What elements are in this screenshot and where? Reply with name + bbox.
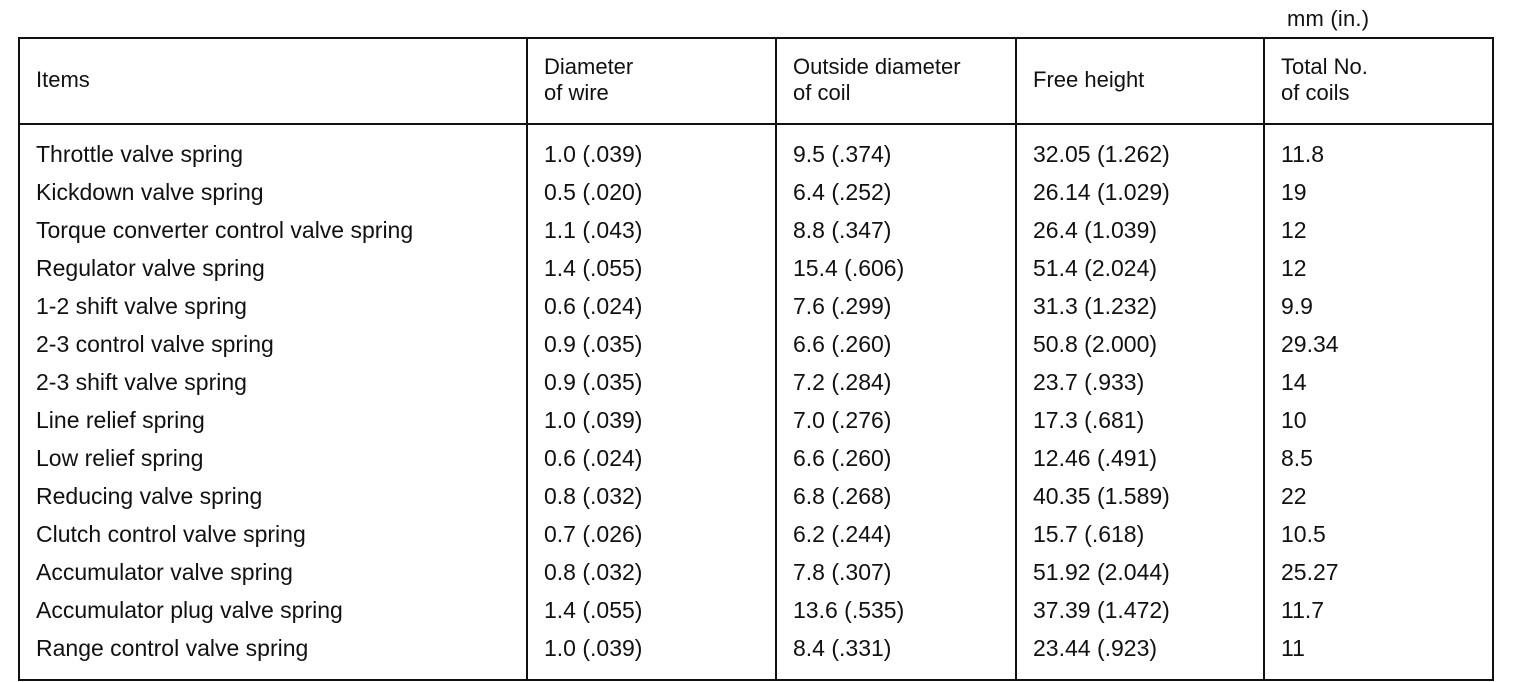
cell-total-coils: 10.5 — [1264, 515, 1493, 553]
cell-item-name: Regulator valve spring — [36, 255, 265, 281]
cell-coil-outside-diameter: 8.8 (.347) — [776, 211, 1016, 249]
cell-total-coils: 19 — [1264, 173, 1493, 211]
cell-total-coils: 12 — [1264, 211, 1493, 249]
unit-label: mm (in.) — [1287, 6, 1370, 31]
cell-wire-diameter: 0.7 (.026) — [527, 515, 776, 553]
cell-total-coils: 12 — [1264, 249, 1493, 287]
cell-total-coils: 22 — [1264, 477, 1493, 515]
cell-coil-outside-diameter: 7.2 (.284) — [776, 363, 1016, 401]
cell-free-height: 50.8 (2.000) — [1016, 325, 1264, 363]
cell-coil-outside-diameter: 15.4 (.606) — [776, 249, 1016, 287]
cell-coil-outside-diameter: 6.6 (.260) — [776, 325, 1016, 363]
cell-total-coils: 10 — [1264, 401, 1493, 439]
header-total-coils-line-2: of coils — [1281, 80, 1350, 105]
cell-free-height: 15.7 (.618) — [1016, 515, 1264, 553]
cell-wire-diameter: 0.9 (.035) — [527, 325, 776, 363]
table-row — [19, 477, 1493, 515]
header-diameter-of-wire-line-1: Diameter — [544, 54, 634, 79]
cell-coil-outside-diameter: 6.4 (.252) — [776, 173, 1016, 211]
header-diameter-of-wire — [527, 38, 776, 124]
table-row — [19, 629, 1493, 680]
cell-item-name: Accumulator plug valve spring — [36, 597, 343, 623]
cell-free-height: 12.46 (.491) — [1016, 439, 1264, 477]
cell-free-height: 51.92 (2.044) — [1016, 553, 1264, 591]
cell-wire-diameter: 1.4 (.055) — [527, 249, 776, 287]
table-row — [19, 401, 1493, 439]
cell-wire-diameter: 1.4 (.055) — [527, 591, 776, 629]
cell-coil-outside-diameter: 7.6 (.299) — [776, 287, 1016, 325]
cell-coil-outside-diameter: 13.6 (.535) — [776, 591, 1016, 629]
header-free-height-line-1: Free height — [1033, 67, 1145, 92]
header-outside-diameter-line-2: of coil — [793, 80, 851, 105]
cell-item-name: 1-2 shift valve spring — [36, 293, 247, 319]
cell-coil-outside-diameter: 7.0 (.276) — [776, 401, 1016, 439]
header-total-coils-line-1: Total No. — [1281, 54, 1368, 79]
cell-item-name: Clutch control valve spring — [36, 521, 306, 547]
cell-free-height: 23.44 (.923) — [1016, 629, 1264, 680]
table-row — [19, 211, 1493, 249]
cell-wire-diameter: 0.9 (.035) — [527, 363, 776, 401]
header-free-height — [1016, 38, 1264, 124]
cell-free-height: 23.7 (.933) — [1016, 363, 1264, 401]
cell-free-height: 51.4 (2.024) — [1016, 249, 1264, 287]
cell-item-name: Low relief spring — [36, 445, 204, 471]
table-header — [19, 38, 1493, 124]
cell-wire-diameter: 0.6 (.024) — [527, 287, 776, 325]
cell-total-coils: 11.8 — [1264, 124, 1493, 173]
cell-free-height: 26.4 (1.039) — [1016, 211, 1264, 249]
cell-coil-outside-diameter: 6.8 (.268) — [776, 477, 1016, 515]
cell-total-coils: 29.34 — [1264, 325, 1493, 363]
header-outside-diameter-line-1: Outside diameter — [793, 54, 961, 79]
header-items-line-1: Items — [36, 67, 90, 92]
header-diameter-of-wire-line-2: of wire — [544, 80, 609, 105]
cell-free-height: 17.3 (.681) — [1016, 401, 1264, 439]
header-outside-diameter-of-coil — [776, 38, 1016, 124]
cell-total-coils: 14 — [1264, 363, 1493, 401]
cell-coil-outside-diameter: 8.4 (.331) — [776, 629, 1016, 680]
spring-spec-table — [18, 37, 1494, 681]
table-row — [19, 363, 1493, 401]
cell-wire-diameter: 0.6 (.024) — [527, 439, 776, 477]
cell-item-name: 2-3 shift valve spring — [36, 369, 247, 395]
header-total-coils — [1264, 38, 1493, 124]
cell-item-name: Accumulator valve spring — [36, 559, 293, 585]
header-items — [19, 38, 527, 124]
cell-total-coils: 11 — [1264, 629, 1493, 680]
table-row — [19, 515, 1493, 553]
cell-coil-outside-diameter: 7.8 (.307) — [776, 553, 1016, 591]
cell-coil-outside-diameter: 6.6 (.260) — [776, 439, 1016, 477]
header-row — [19, 38, 1493, 124]
cell-total-coils: 8.5 — [1264, 439, 1493, 477]
cell-free-height: 31.3 (1.232) — [1016, 287, 1264, 325]
cell-coil-outside-diameter: 6.2 (.244) — [776, 515, 1016, 553]
cell-item-name: Kickdown valve spring — [36, 179, 264, 205]
cell-wire-diameter: 0.8 (.032) — [527, 477, 776, 515]
cell-item-name: Torque converter control valve spring — [36, 217, 414, 243]
cell-free-height: 37.39 (1.472) — [1016, 591, 1264, 629]
cell-item-name: Throttle valve spring — [36, 141, 244, 167]
table-row — [19, 591, 1493, 629]
cell-total-coils: 25.27 — [1264, 553, 1493, 591]
cell-free-height: 32.05 (1.262) — [1016, 124, 1264, 173]
table-row — [19, 325, 1493, 363]
table-row — [19, 553, 1493, 591]
cell-free-height: 26.14 (1.029) — [1016, 173, 1264, 211]
cell-free-height: 40.35 (1.589) — [1016, 477, 1264, 515]
cell-wire-diameter: 0.8 (.032) — [527, 553, 776, 591]
table-body — [19, 124, 1493, 680]
table-row — [19, 173, 1493, 211]
cell-wire-diameter: 1.0 (.039) — [527, 401, 776, 439]
cell-wire-diameter: 0.5 (.020) — [527, 173, 776, 211]
cell-wire-diameter: 1.0 (.039) — [527, 629, 776, 680]
table-row — [19, 249, 1493, 287]
cell-item-name: Range control valve spring — [36, 635, 309, 661]
cell-item-name: 2-3 control valve spring — [36, 331, 274, 357]
cell-item-name: Reducing valve spring — [36, 483, 263, 509]
cell-total-coils: 9.9 — [1264, 287, 1493, 325]
cell-wire-diameter: 1.1 (.043) — [527, 211, 776, 249]
table-row — [19, 439, 1493, 477]
table-row — [19, 287, 1493, 325]
cell-wire-diameter: 1.0 (.039) — [527, 124, 776, 173]
cell-coil-outside-diameter: 9.5 (.374) — [776, 124, 1016, 173]
table-row — [19, 124, 1493, 173]
cell-item-name: Line relief spring — [36, 407, 205, 433]
cell-total-coils: 11.7 — [1264, 591, 1493, 629]
